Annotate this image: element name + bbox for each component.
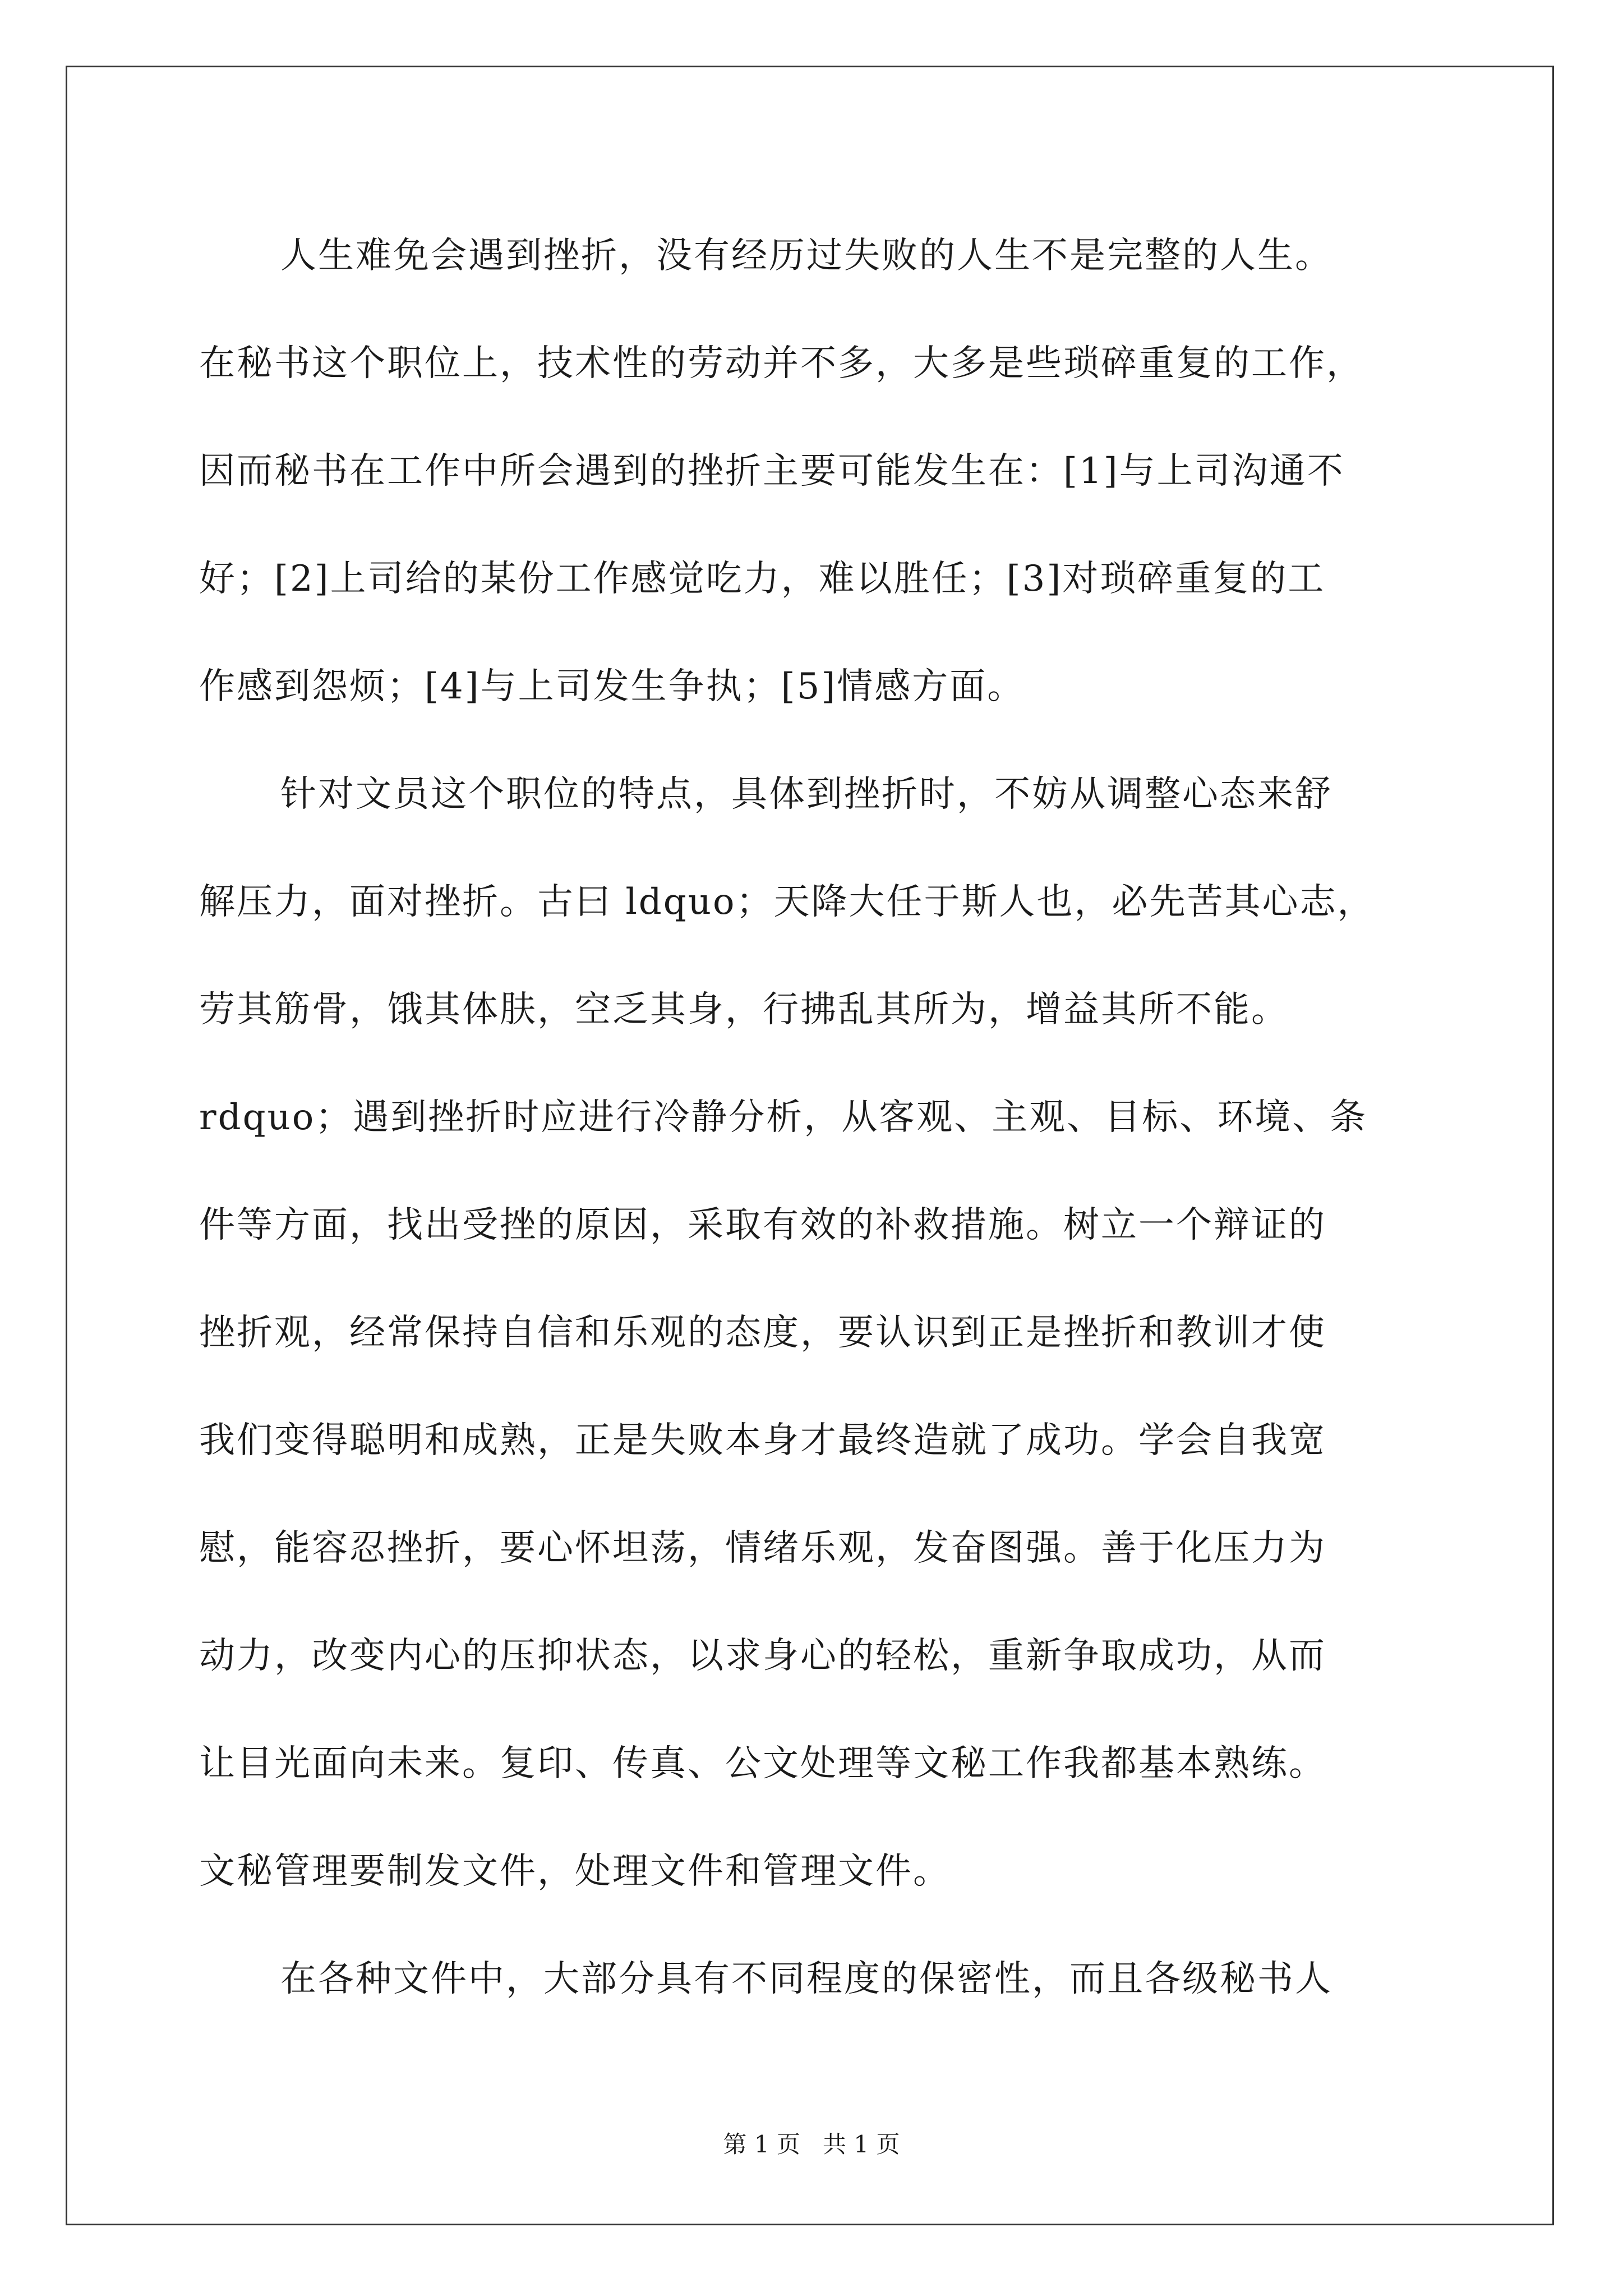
paragraph-1-line-5: 作感到怨烦；[4]与上司发生争执；[5]情感方面。	[199, 666, 1025, 707]
paragraph-2-line-8: 慰，能容忍挫折，要心怀坦荡，情绪乐观，发奋图强。善于化压力为	[199, 1527, 1326, 1569]
paragraph-2-line-3: 劳其筋骨，饿其体肤，空乏其身，行拂乱其所为，增益其所不能。	[199, 989, 1289, 1030]
page-footer: 第 1 页 共 1 页	[723, 2131, 900, 2158]
paragraph-1-line-4: 好；[2]上司给的某份工作感觉吃力，难以胜任；[3]对琐碎重复的工	[199, 558, 1326, 600]
paragraph-2-line-11: 文秘管理要制发文件，处理文件和管理文件。	[199, 1851, 951, 1892]
paragraph-2-line-4: rdquo；遇到挫折时应进行冷静分析，从客观、主观、目标、环境、条	[199, 1097, 1368, 1138]
paragraph-2-line-6: 挫折观，经常保持自信和乐观的态度，要认识到正是挫折和教训才使	[199, 1312, 1326, 1354]
document-body	[199, 202, 1427, 2033]
paragraph-1-line-1: 人生难免会遇到挫折，没有经历过失败的人生不是完整的人生。	[280, 235, 1332, 277]
paragraph-2-line-10: 让目光面向未来。复印、传真、公文处理等文秘工作我都基本熟练。	[199, 1743, 1326, 1784]
paragraph-2-line-2: 解压力，面对挫折。古曰 ldquo；天降大任于斯人也，必先苦其心志，	[199, 881, 1375, 923]
paragraph-1-line-3: 因而秘书在工作中所会遇到的挫折主要可能发生在：[1]与上司沟通不	[199, 450, 1345, 492]
paragraph-2-line-5: 件等方面，找出受挫的原因，采取有效的补救措施。树立一个辩证的	[199, 1204, 1326, 1246]
paragraph-2-line-1: 针对文员这个职位的特点，具体到挫折时，不妨从调整心态来舒	[280, 774, 1332, 815]
paragraph-1-line-2: 在秘书这个职位上，技术性的劳动并不多，大多是些琐碎重复的工作，	[199, 343, 1364, 384]
paragraph-2-line-7: 我们变得聪明和成熟，正是失败本身才最终造就了成功。学会自我宽	[199, 1420, 1326, 1461]
paragraph-3-line-1: 在各种文件中，大部分具有不同程度的保密性，而且各级秘书人	[280, 1958, 1332, 2000]
paragraph-2-line-9: 动力，改变内心的压抑状态，以求身心的轻松，重新争取成功，从而	[199, 1635, 1326, 1677]
